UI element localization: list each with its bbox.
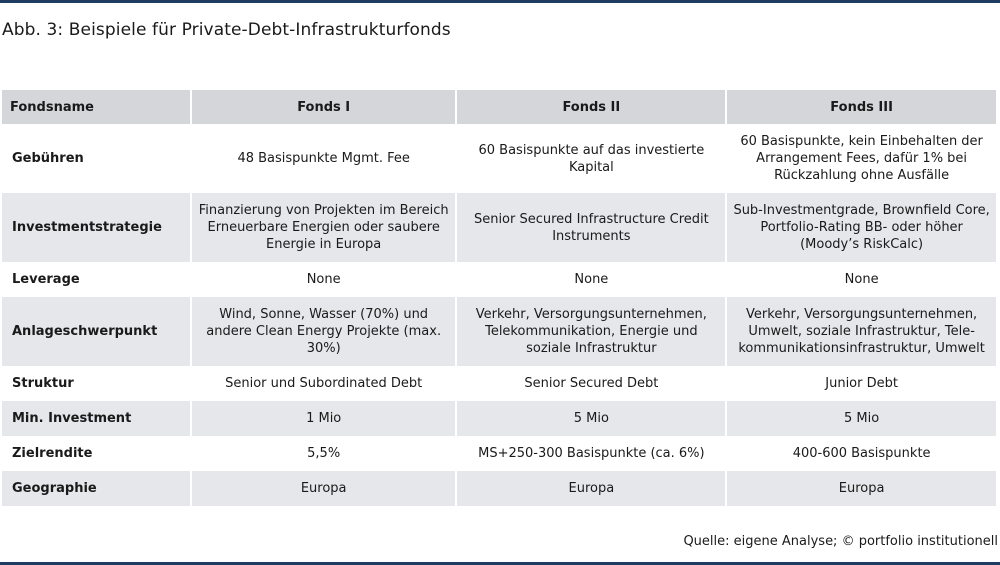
table-cell: None [727, 262, 996, 297]
table-row [2, 262, 996, 297]
table-row [2, 193, 996, 262]
table-cell: Verkehr, Versorgungsunternehmen, Umwelt, soziale Infrastruktur, Tele-kommunikationsinfrastruktur, Umwelt [727, 297, 996, 366]
table-cell: 400-600 Basispunkte [727, 436, 996, 471]
table-row [2, 401, 996, 436]
row-label: Leverage [2, 262, 190, 297]
row-label: Zielrendite [2, 436, 190, 471]
table-cell: Senior Secured Infrastructure Credit Instruments [457, 193, 725, 262]
table-cell: Finanzierung von Projekten im Bereich Erneuerbare Energien oder saubere Energie in Europa [192, 193, 456, 262]
table-header-row [2, 90, 996, 124]
row-label: Struktur [2, 366, 190, 401]
header-fonds-i: Fonds I [192, 90, 456, 124]
row-label: Investmentstrategie [2, 193, 190, 262]
table-row [2, 436, 996, 471]
table-cell: 5,5% [192, 436, 456, 471]
row-label: Min. Investment [2, 401, 190, 436]
table-cell: Europa [727, 471, 996, 506]
table-row [2, 366, 996, 401]
table-cell: Wind, Sonne, Wasser (70%) und andere Clean Energy Projekte (max. 30%) [192, 297, 456, 366]
table-row [2, 471, 996, 506]
table-cell: 60 Basispunkte auf das investierte Kapital [457, 124, 725, 193]
table-cell: 5 Mio [727, 401, 996, 436]
header-fondsname: Fondsname [2, 90, 190, 124]
table-cell: Europa [192, 471, 456, 506]
figure-title: Abb. 3: Beispiele für Private-Debt-Infrastrukturfonds [2, 20, 451, 40]
table-cell: Verkehr, Versorgungsunternehmen, Telekommunikation, Energie und soziale Infrastruktur [457, 297, 725, 366]
table-row [2, 124, 996, 193]
table-cell: MS+250-300 Basispunkte (ca. 6%) [457, 436, 725, 471]
table-cell: 48 Basispunkte Mgmt. Fee [192, 124, 456, 193]
header-fonds-iii: Fonds III [727, 90, 996, 124]
table-cell: 60 Basispunkte, kein Einbehalten der Arrangement Fees, dafür 1% bei Rückzahlung ohne Ausfälle [727, 124, 996, 193]
table-cell: None [457, 262, 725, 297]
table-cell: 5 Mio [457, 401, 725, 436]
table-cell: Sub-Investmentgrade, Brownfield Core, Portfolio-Rating BB- oder höher (Moody’s RiskCalc) [727, 193, 996, 262]
header-fonds-ii: Fonds II [457, 90, 725, 124]
source-note: Quelle: eigene Analyse; © portfolio institutionell [683, 534, 998, 549]
table-row [2, 297, 996, 366]
top-rule [0, 0, 1000, 3]
row-label: Geographie [2, 471, 190, 506]
table-cell: None [192, 262, 456, 297]
row-label: Anlageschwerpunkt [2, 297, 190, 366]
table-cell: Junior Debt [727, 366, 996, 401]
table-cell: Senior Secured Debt [457, 366, 725, 401]
table-cell: 1 Mio [192, 401, 456, 436]
table-cell: Senior und Subordinated Debt [192, 366, 456, 401]
table-cell: Europa [457, 471, 725, 506]
row-label: Gebühren [2, 124, 190, 193]
fund-comparison-table [0, 90, 998, 506]
